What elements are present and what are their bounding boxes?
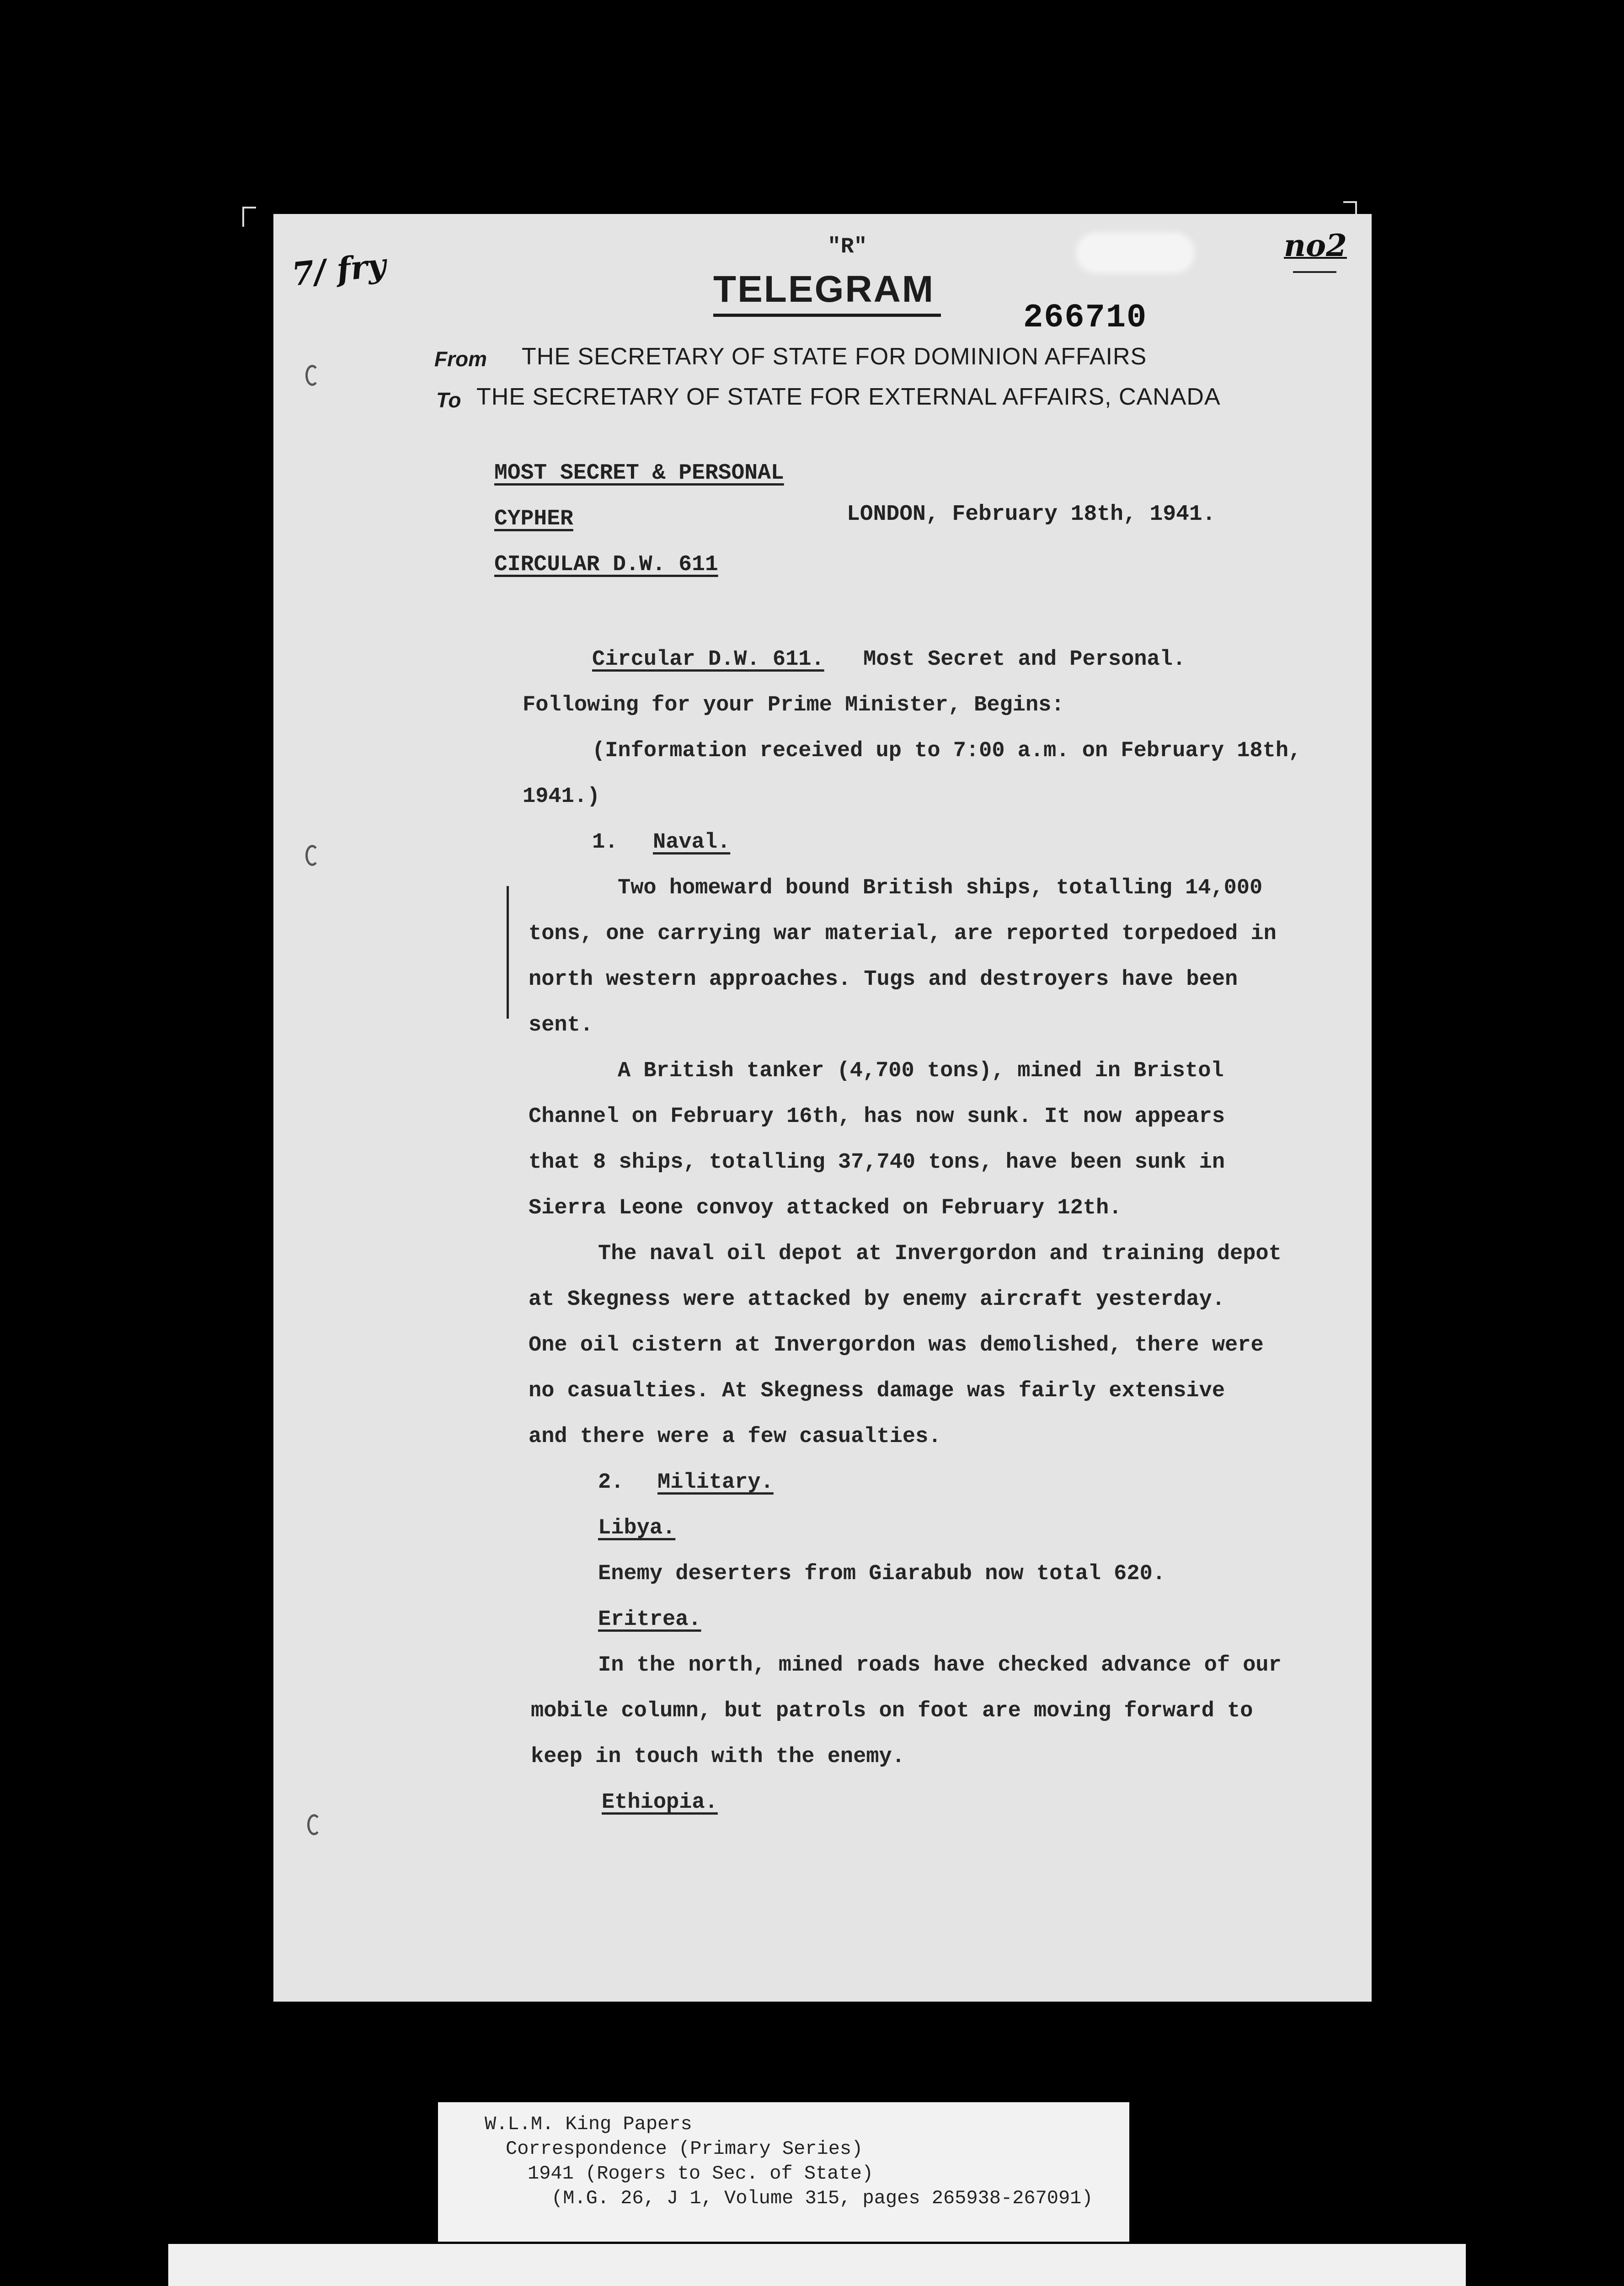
tape-smudge [1076, 232, 1195, 273]
classification-line: MOST SECRET & PERSONAL [494, 461, 784, 486]
punch-hole-middle [305, 845, 319, 866]
place-date: LONDON, February 18th, 1941. [847, 502, 1216, 527]
punch-hole-top [305, 365, 319, 386]
archive-reference-label [438, 2102, 1129, 2242]
from-value: THE SECRETARY OF STATE FOR DOMINION AFFAIRS [522, 343, 1147, 370]
body-line: In the north, mined roads have checked advance of our [598, 1653, 1282, 1677]
body-line: keep in touch with the enemy. [531, 1745, 905, 1769]
body-line: at Skegness were attacked by enemy aircraft yesterday. [529, 1287, 1225, 1312]
body-line: The naval oil depot at Invergordon and training depot [598, 1242, 1282, 1266]
crop-mark-top-left [242, 207, 256, 227]
body-line: north western approaches. Tugs and destroyers have been [529, 967, 1238, 992]
label-line: (M.G. 26, J 1, Volume 315, pages 265938-267091) [551, 2187, 1093, 2209]
section-heading: Military. [657, 1470, 774, 1495]
classification-line: CIRCULAR D.W. 611 [494, 552, 718, 577]
body-line: Following for your Prime Minister, Begins: [523, 693, 1064, 717]
classification-line: CYPHER [494, 507, 573, 531]
body-line: that 8 ships, totalling 37,740 tons, have been sunk in [529, 1150, 1225, 1175]
label-line: 1941 (Rogers to Sec. of State) [528, 2163, 874, 2185]
label-line: W.L.M. King Papers [485, 2113, 692, 2135]
margin-mark [507, 886, 509, 1019]
body-line: Channel on February 16th, has now sunk. It now appears [529, 1105, 1225, 1129]
body-line: and there were a few casualties. [529, 1425, 941, 1449]
section-heading: Naval. [653, 830, 731, 855]
to-label: To [436, 388, 461, 412]
handwritten-dash [1293, 271, 1336, 273]
subsection-heading: Libya. [598, 1516, 676, 1540]
security-mark: "R" [828, 235, 867, 259]
subsection-heading: Ethiopia. [602, 1790, 718, 1815]
public-archives-card [168, 2244, 1466, 2286]
body-line: tons, one carrying war material, are reported torpedoed in [529, 922, 1277, 946]
punch-hole-bottom [307, 1814, 321, 1835]
handwritten-note-left: 7/ fry [290, 246, 388, 294]
body-line: (Information received up to 7:00 a.m. on February 18th, [592, 739, 1302, 763]
body-line: 1941.) [523, 785, 600, 809]
body-line: Two homeward bound British ships, totalling 14,000 [618, 876, 1263, 900]
label-line: Correspondence (Primary Series) [506, 2138, 863, 2160]
body-line: Most Secret and Personal. [863, 647, 1186, 672]
body-line: Enemy deserters from Giarabub now total 620. [598, 1562, 1166, 1586]
body-line: Sierra Leone convoy attacked on February 12th. [529, 1196, 1122, 1220]
reference-number: 266710 [1023, 299, 1148, 336]
title-underline [713, 314, 941, 317]
body-line: One oil cistern at Invergordon was demolished, there were [529, 1333, 1264, 1357]
body-line: Circular D.W. 611. [592, 647, 824, 672]
to-value: THE SECRETARY OF STATE FOR EXTERNAL AFFAIRS, CANADA [476, 384, 1221, 410]
document-title: TELEGRAM [713, 268, 935, 310]
body-line: sent. [529, 1013, 593, 1037]
telegram-page [273, 214, 1372, 2002]
body-line: no casualties. At Skegness damage was fairly extensive [529, 1379, 1225, 1403]
body-line: 2. [598, 1470, 624, 1495]
handwritten-note-right: no2 [1284, 228, 1347, 263]
from-label: From [434, 347, 487, 371]
body-line: mobile column, but patrols on foot are moving forward to [531, 1699, 1253, 1723]
body-line: A British tanker (4,700 tons), mined in Bristol [618, 1059, 1224, 1083]
subsection-heading: Eritrea. [598, 1608, 701, 1632]
body-line: 1. [592, 830, 618, 855]
